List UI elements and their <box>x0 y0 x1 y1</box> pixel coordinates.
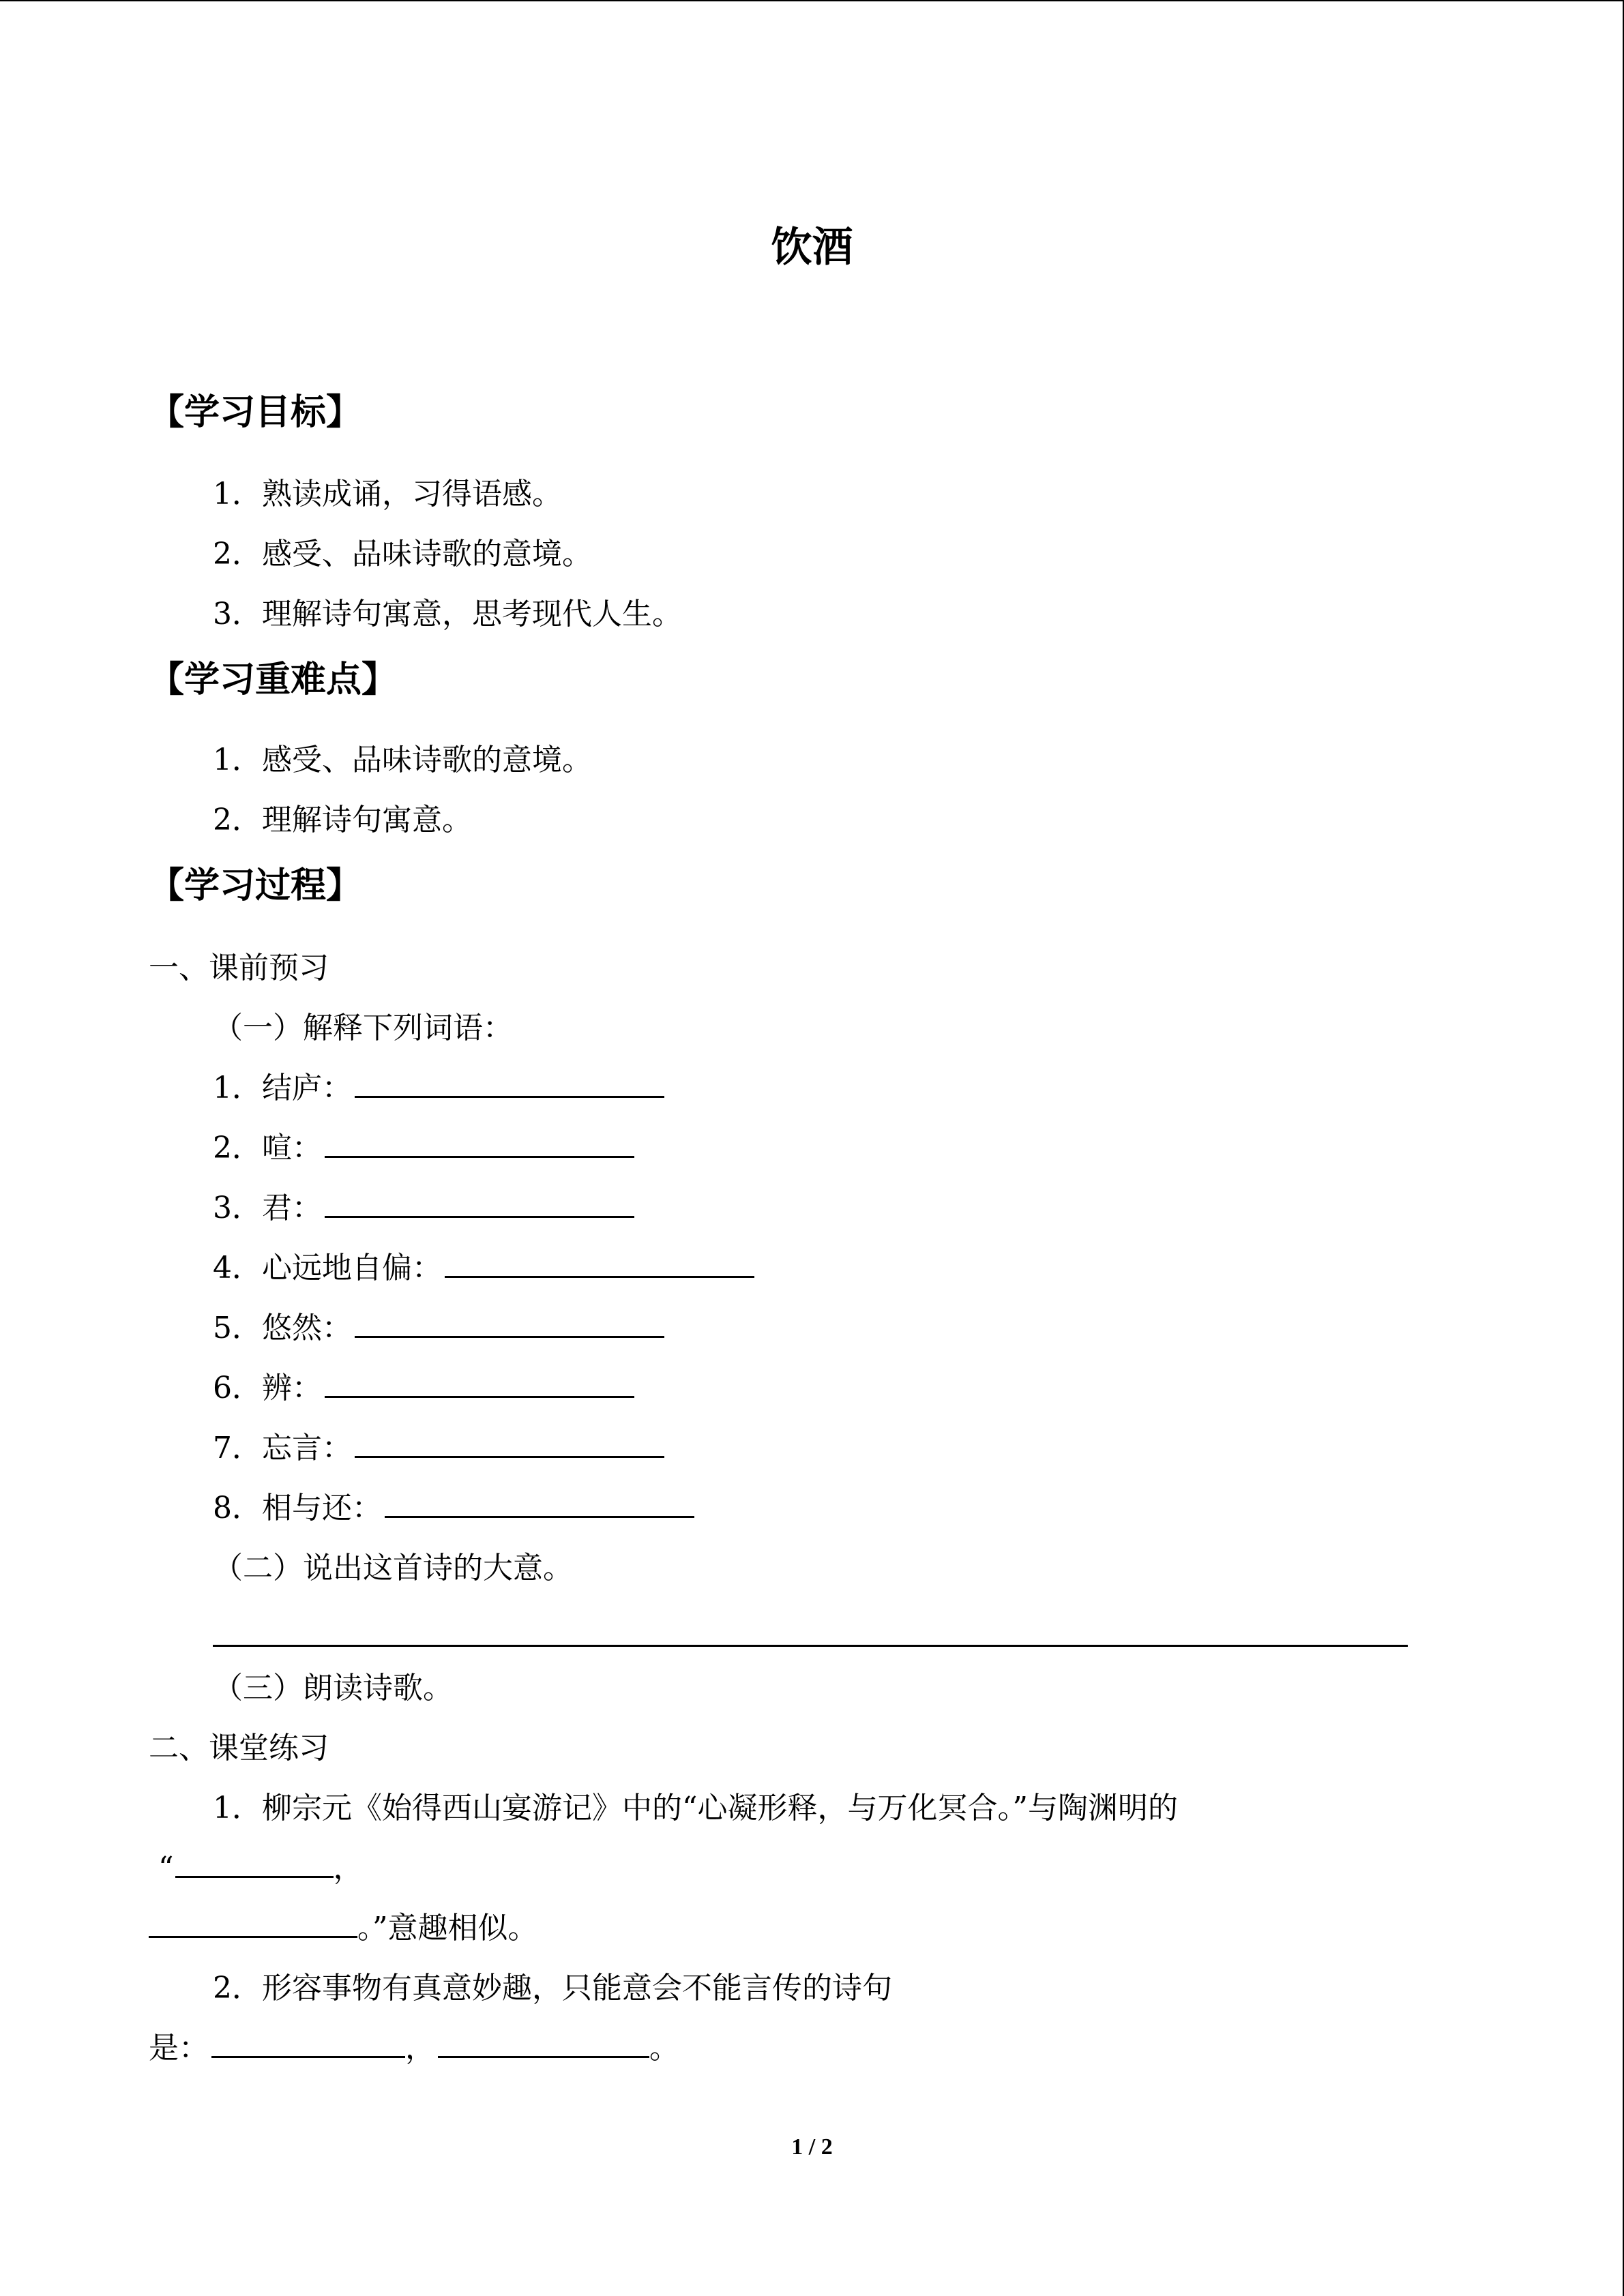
part1-sub2: （二）说出这首诗的大意。 <box>213 1551 573 1585</box>
question-2-end: 。 <box>649 2031 679 2066</box>
term-label: 6．辨： <box>213 1371 322 1405</box>
term-row <box>213 1068 664 1109</box>
answer-blank[interactable] <box>149 1910 357 1938</box>
answer-blank[interactable] <box>385 1490 694 1518</box>
question-1-blank-line <box>158 1848 364 1889</box>
objective-item-3: 3．理解诗句寓意，思考现代人生。 <box>213 597 682 631</box>
answer-blank[interactable] <box>438 2030 649 2058</box>
key-point-item-2: 2．理解诗句寓意。 <box>213 803 472 837</box>
page-title: 饮酒 <box>771 224 853 271</box>
part1-sub3: （三）朗读诗歌。 <box>213 1671 453 1705</box>
section-heading-process: 【学习过程】 <box>149 865 362 906</box>
term-label: 7．忘言： <box>213 1431 352 1465</box>
comma: ， <box>405 2031 435 2066</box>
comma: ， <box>333 1851 364 1885</box>
answer-blank[interactable] <box>355 1310 664 1338</box>
section-heading-objectives: 【学习目标】 <box>149 392 362 433</box>
term-row <box>213 1428 664 1469</box>
part2-title: 二、课堂练习 <box>149 1731 329 1765</box>
term-label: 4．心远地自偏： <box>213 1251 442 1285</box>
question-2-prefix: 是： <box>149 2031 209 2066</box>
answer-blank[interactable] <box>355 1070 664 1098</box>
term-row <box>213 1188 634 1229</box>
term-label: 2．喧： <box>213 1131 322 1165</box>
term-row <box>213 1368 634 1409</box>
objective-item-1: 1．熟读成诵，习得语感。 <box>213 477 562 511</box>
open-quote: “ <box>158 1851 174 1885</box>
term-row <box>213 1488 694 1529</box>
question-1-text: 1．柳宗元《始得西山宴游记》中的“心凝形释，与万化冥合。”与陶渊明的 <box>213 1791 1178 1825</box>
term-label: 5．悠然： <box>213 1311 352 1345</box>
term-row <box>213 1308 664 1349</box>
term-label: 3．君： <box>213 1191 322 1225</box>
page-number: 1 / 2 <box>791 2134 833 2160</box>
question-2-text: 2．形容事物有真意妙趣，只能意会不能言传的诗句 <box>213 1971 892 2006</box>
answer-blank[interactable] <box>325 1370 634 1398</box>
objective-item-2: 2．感受、品味诗歌的意境。 <box>213 537 592 571</box>
answer-blank[interactable] <box>175 1850 334 1878</box>
term-row <box>213 1248 754 1289</box>
section-heading-key-points: 【学习重难点】 <box>149 659 398 700</box>
part1-title: 一、课前预习 <box>149 951 329 985</box>
part1-sub1: （一）解释下列词语： <box>213 1011 513 1045</box>
term-label: 1．结庐： <box>213 1071 352 1105</box>
key-point-item-1: 1．感受、品味诗歌的意境。 <box>213 743 592 777</box>
term-row <box>213 1128 634 1169</box>
answer-blank[interactable] <box>445 1250 754 1278</box>
answer-blank[interactable] <box>355 1430 664 1458</box>
answer-blank[interactable] <box>325 1190 634 1218</box>
question-1-end: 。”意趣相似。 <box>357 1911 538 1945</box>
question-2-blank-line <box>149 2028 679 2069</box>
answer-blank[interactable] <box>211 2030 405 2058</box>
term-label: 8．相与还： <box>213 1491 382 1525</box>
question-1-blank-line-2 <box>149 1908 538 1949</box>
answer-blank[interactable] <box>325 1130 634 1158</box>
meaning-answer-line[interactable] <box>213 1645 1408 1647</box>
